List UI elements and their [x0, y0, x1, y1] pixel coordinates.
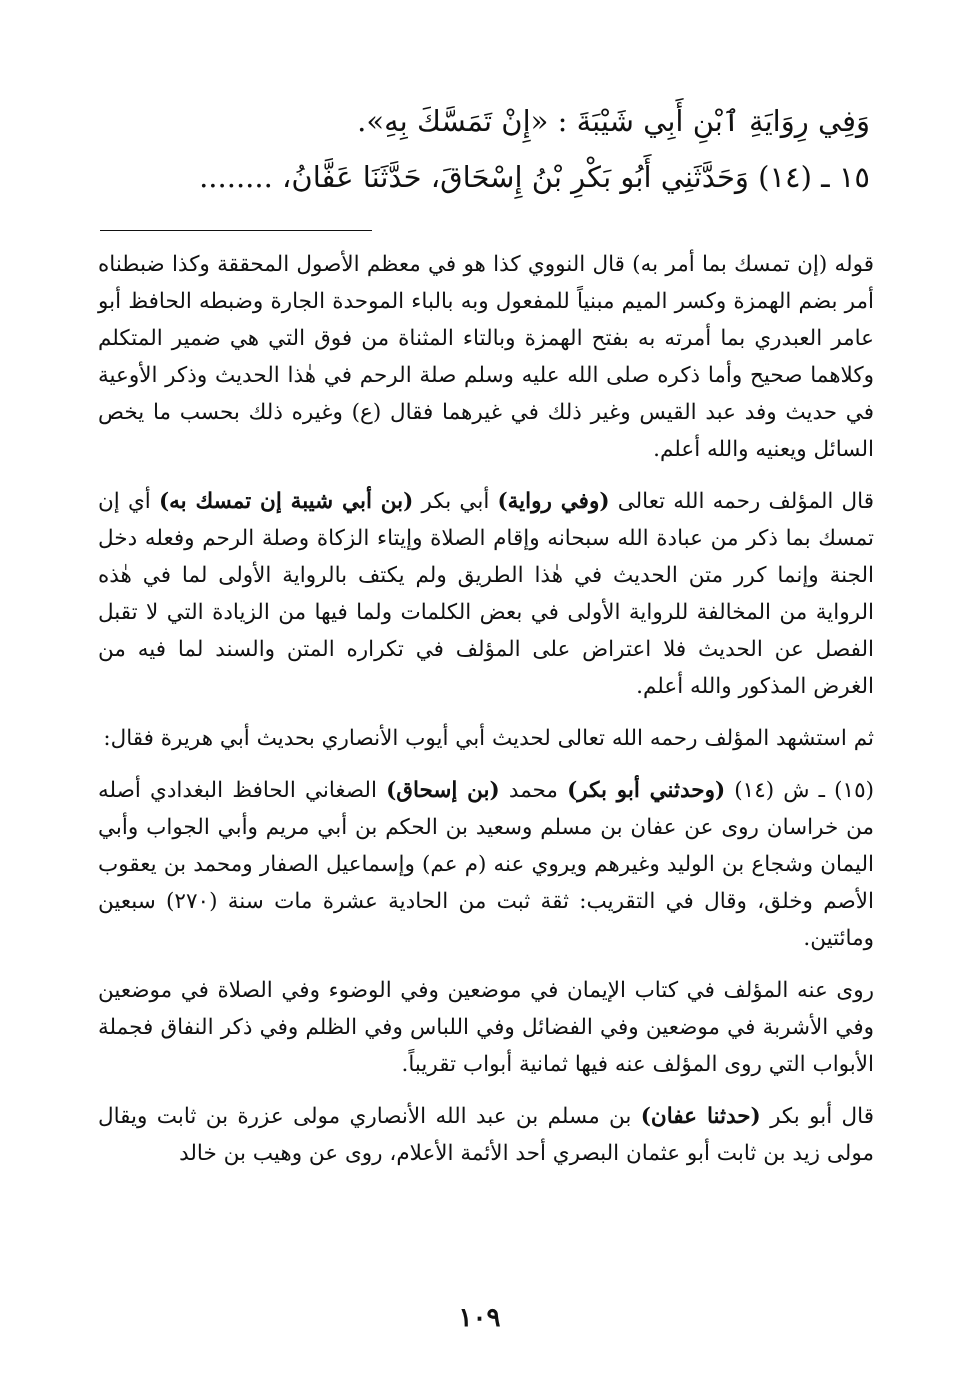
paragraph-text: الصغاني الحافظ البغدادي أصله من خراسان روى عن عفان بن مسلم وسعيد بن الحكم بن أبي مريم وأبي الجواب وأبي اليمان وشجاع بن الوليد وغيرهم ويروي عنه (م عم) وإسماعيل الصفار ومحمد بن يعقوب الأصم وخلق، وقال في التقريب: ثقة ثبت من الحادية عشرة مات سنة (٢٧٠) سبعين ومائتين.	[98, 778, 875, 951]
paragraph-text: بن مسلم بن عبد الله الأنصاري مولى عزرة بن ثابت ويقال مولى زيد بن ثابت أبو عثمان البصري أحد الأئمة الأعلام، روى عن وهيب بن خالد	[98, 1104, 874, 1166]
quoted-hadith-phrase: (بن إسحاق)	[386, 778, 500, 803]
commentary-paragraph-6	[98, 1098, 874, 1172]
hadith-text-line-1: وَفِي رِوَايَةِ ٱبْنِ أَبِي شَيْبَةَ : «إِنْ تَمَسَّكَ بِهِ».	[357, 104, 870, 138]
paragraph-text: أبي بكر	[413, 489, 498, 514]
paragraph-text: (١٥) ـ ش (١٤)	[725, 778, 875, 803]
paragraph-text: محمد	[499, 778, 568, 803]
commentary-paragraph-3: ثم استشهد المؤلف رحمه الله تعالى لحديث أبي أيوب الأنصاري بحديث أبي هريرة فقال:	[103, 726, 874, 751]
commentary-paragraph-5: روى عنه المؤلف في كتاب الإيمان في موضعين وفي الوضوء وفي الصلاة في موضعين وفي الأشربة في موضعين وفي الفضائل وفي اللباس وفي الظلم وفي ذكر النفاق فجملة الأبواب التي روى المؤلف عنه فيها ثمانية أبواب تقريباً.	[98, 978, 874, 1077]
quoted-hadith-phrase: (بن أبي شيبة إن تمسك به)	[158, 489, 414, 514]
paragraph-text: أي إن تمسك بما ذكر من عبادة الله سبحانه وإقام الصلاة وإيتاء الزكاة وصلة الرحم وفعله دخل الجنة وإنما كرر متن الحديث في هٰذا الطريق ولم يكتف بالرواية الأولى لما في هٰذه الرواية من المخالفة للرواية الأولى في بعض الكلمات ولما فيها من الزيادة التي لا تقبل الفصل عن الحديث فلا اعتراض على المؤلف في تكراره المتن والسند لما فيه من الغرض المذكور والله أعلم.	[98, 489, 874, 699]
paragraph-text: قال أبو بكر	[760, 1104, 874, 1129]
quoted-hadith-phrase: (وحدثني أبو بكر)	[567, 778, 726, 803]
quoted-hadith-phrase: (وفي رواية)	[497, 489, 610, 514]
footnote-divider	[100, 230, 372, 231]
commentary-paragraph-2	[98, 483, 874, 705]
quoted-hadith-phrase: (حدثنا عفان)	[640, 1104, 761, 1129]
commentary-paragraph-1: قوله (إن تمسك بما أمر به) قال النووي كذا هو في معظم الأصول المحققة وكذا ضبطناه أمر بضم الهمزة وكسر الميم مبنياً للمفعول وبه بالباء الموحدة الجارة وضبطه الحافظ أبو عامر العبدري بما أمرته به بفتح الهمزة وبالتاء المثناة من فوق التي هي ضمير المتكلم وكلاهما صحيح وأما ذكره صلى الله عليه وسلم صلة الرحم في هٰذا الحديث وذكر الأوعية في حديث وفد عبد القيس وغير ذلك في غيرهما فقال (ع) وغيره ذلك بحسب ما يخص السائل ويعنيه والله أعلم.	[98, 252, 874, 462]
hadith-text-line-2: ١٥ ـ (١٤) وَحَدَّثَنِي أَبُو بَكْرِ بْنُ إِسْحَاقَ، حَدَّثَنَا عَفَّانُ، ........	[199, 160, 870, 194]
commentary-section	[98, 246, 874, 1187]
commentary-paragraph-4	[98, 772, 874, 957]
paragraph-text: قال المؤلف رحمه الله تعالى	[609, 489, 874, 514]
page-number: ١٠٩	[458, 1303, 501, 1333]
